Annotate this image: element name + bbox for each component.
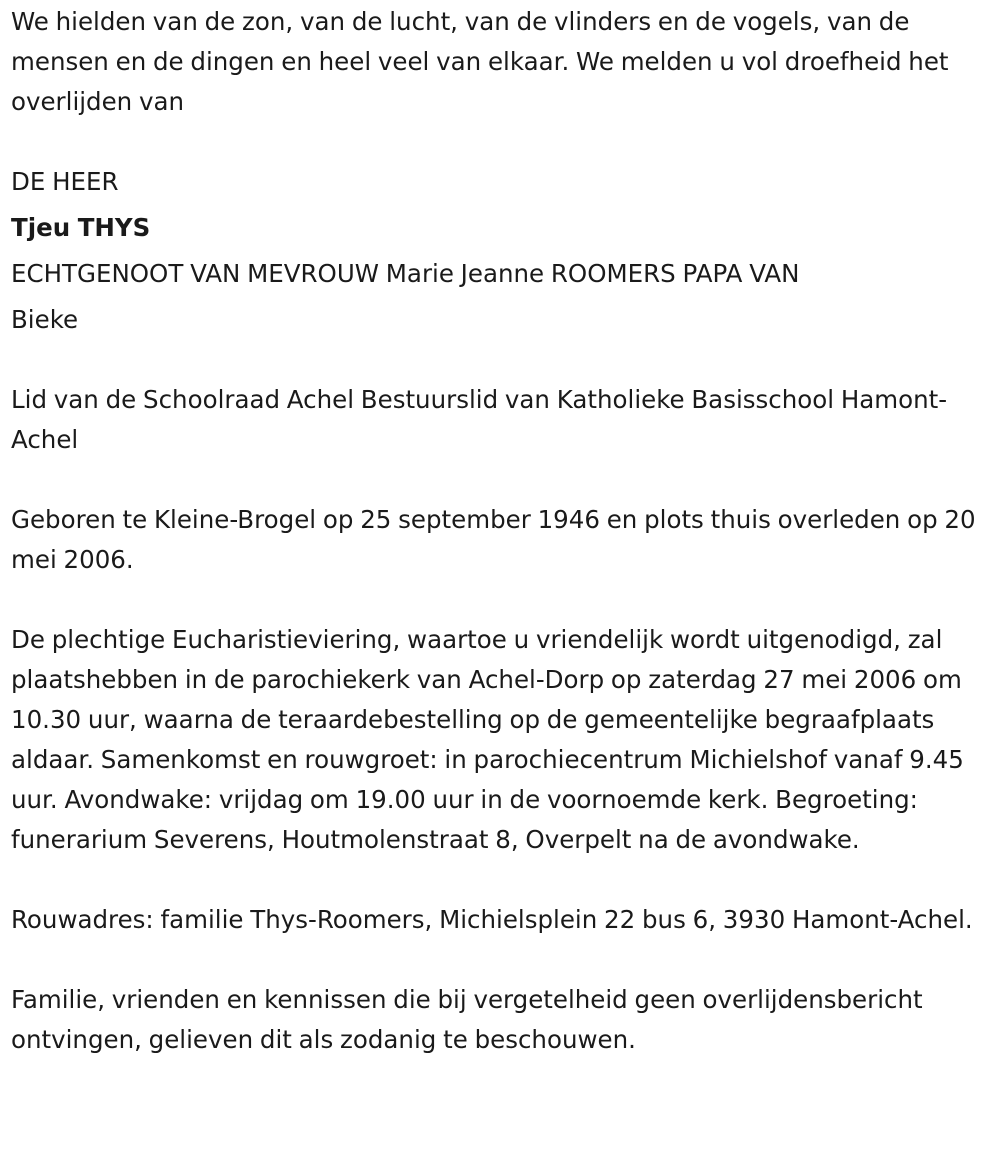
spacer [11,580,996,620]
deceased-title: DE HEER [11,167,119,196]
death-notice [11,2,996,1060]
deceased-name: Tjeu THYS [11,213,151,242]
birth-death-paragraph: Geboren te Kleine-Brogel op 25 september 1946 en plots thuis overleden op 20 mei 2006. [11,505,976,574]
spacer [11,860,996,900]
intro-paragraph: We hielden van de zon, van de lucht, van de vlinders en de vogels, van de mensen en de dingen en heel veel van elkaar. We melden u vol droefheid het overlijden van [11,7,949,116]
children-line: Bieke [11,305,79,334]
spacer [11,340,996,380]
closing-paragraph: Familie, vrienden en kennissen die bij vergetelheid geen overlijdensbericht ontvingen, gelieven dit als zodanig te beschouwen. [11,985,923,1054]
spouse-line: ECHTGENOOT VAN MEVROUW Marie Jeanne ROOMERS PAPA VAN [11,259,800,288]
spacer [11,122,996,162]
spacer [11,460,996,500]
roles-paragraph: Lid van de Schoolraad Achel Bestuurslid van Katholieke Basisschool Hamont-Achel [11,385,948,454]
address-paragraph: Rouwadres: familie Thys-Roomers, Michielsplein 22 bus 6, 3930 Hamont-Achel. [11,905,973,934]
spacer [11,940,996,980]
ceremony-paragraph: De plechtige Eucharistieviering, waartoe u vriendelijk wordt uitgenodigd, zal plaatshebben in de parochiekerk van Achel-Dorp op zaterdag 27 mei 2006 om 10.30 uur, waarna de teraardebestelling op de gemeentelijke begraafplaats aldaar. Samenkomst en rouwgroet: in parochiecentrum Michielshof vanaf 9.45 uur. Avondwake: vrijdag om 19.00 uur in de voornoemde kerk. Begroeting: funerarium Severens, Houtmolenstraat 8, Overpelt na de avondwake. [11,625,964,854]
